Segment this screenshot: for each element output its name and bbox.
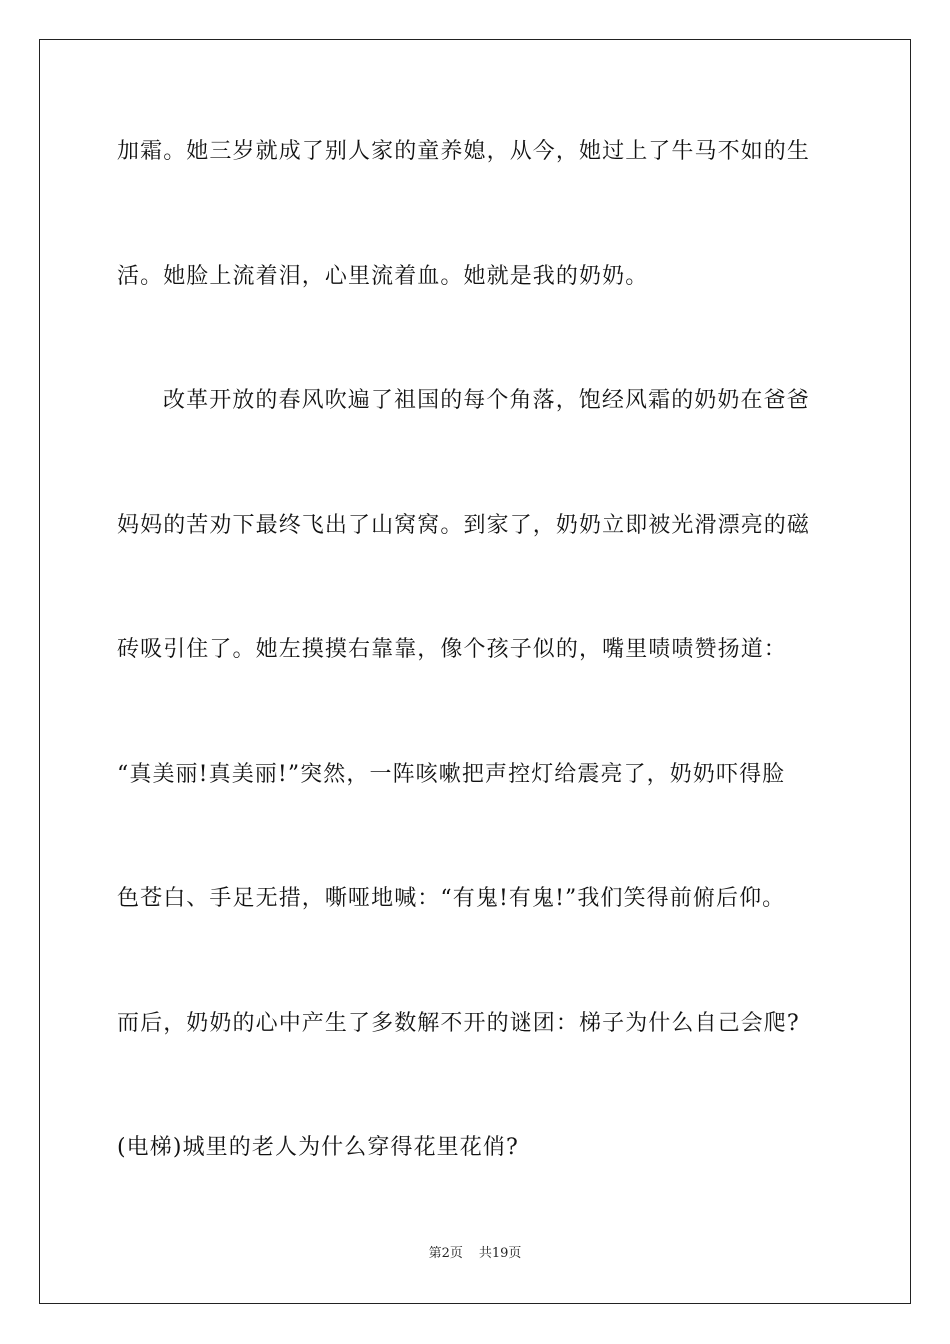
paragraph-start-line: 改革开放的春风吹遍了祖国的每个角落，饱经风霜的奶奶在爸爸 xyxy=(163,388,810,413)
page-border xyxy=(39,39,911,1304)
page-number: 第2页 xyxy=(428,1246,463,1261)
text-line: “真美丽!真美丽!”突然，一阵咳嗽把声控灯给震亮了，奶奶吓得脸 xyxy=(117,762,786,787)
text-line: 色苍白、手足无措，嘶哑地喊：“有鬼!有鬼!”我们笑得前俯后仰。 xyxy=(117,886,786,911)
text-line: 妈妈的苦劝下最终飞出了山窝窝。到家了，奶奶立即被光滑漂亮的磁 xyxy=(117,513,811,538)
text-line: 而后，奶奶的心中产生了多数解不开的谜团：梯子为什么自己会爬? xyxy=(117,1011,800,1036)
text-line: 活。她脸上流着泪，心里流着血。她就是我的奶奶。 xyxy=(117,264,649,289)
text-line: 加霜。她三岁就成了别人家的童养媳，从今，她过上了牛马不如的生 xyxy=(117,139,811,164)
text-line: 砖吸引住了。她左摸摸右靠靠，像个孩子似的，嘴里啧啧赞扬道： xyxy=(117,637,787,662)
text-line: (电梯)城里的老人为什么穿得花里花俏? xyxy=(117,1135,519,1160)
page-footer xyxy=(0,1245,950,1263)
total-pages: 共19页 xyxy=(478,1246,522,1261)
